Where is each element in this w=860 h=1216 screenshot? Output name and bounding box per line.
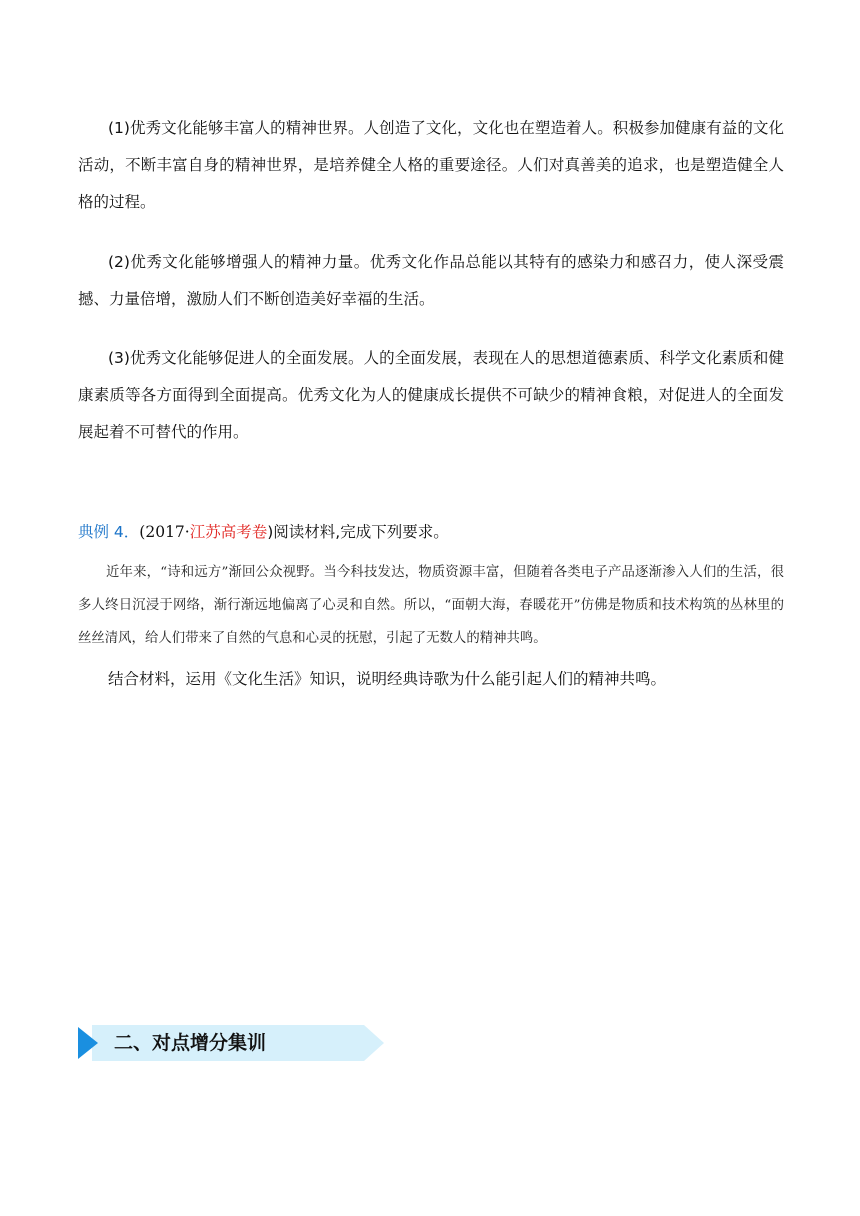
example-source: 江苏高考卷: [189, 523, 268, 541]
example-material: 近年来，“诗和远方”渐回公众视野。当今科技发达，物质资源丰富，但随着各类电子产品逐渐渗入人们的生活，很多人终日沉浸于网络，渐行渐远地偏离了心灵和自然。所以，“面朝大海，春暖花开”仿佛是物质和技术构筑的丛林里的丝丝清风，给人们带来了自然的气息和心灵的抚慰，引起了无数人的精神共鸣。: [78, 565, 784, 646]
chevron-right-icon: [78, 1025, 102, 1061]
section-banner: [78, 1025, 384, 1061]
example-label: 典例 4．: [78, 523, 140, 541]
section-title: 二、对点增分集训: [114, 1032, 267, 1054]
paragraph-3: (3)优秀文化能够促进人的全面发展。人的全面发展，表现在人的思想道德素质、科学文化素质和健康素质等各方面得到全面提高。优秀文化为人的健康成长提供不可缺少的精神食粮，对促进人的全面发展起着不可替代的作用。: [78, 349, 784, 441]
example-instruction: )阅读材料,完成下列要求。: [267, 523, 449, 541]
paragraph-1: (1)优秀文化能够丰富人的精神世界。人创造了文化，文化也在塑造着人。积极参加健康有益的文化活动，不断丰富自身的精神世界，是培养健全人格的重要途径。人们对真善美的追求，也是塑造健全人格的过程。: [78, 119, 784, 211]
paragraph-2: (2)优秀文化能够增强人的精神力量。优秀文化作品总能以其特有的感染力和感召力，使人深受震撼、力量倍增，激励人们不断创造美好幸福的生活。: [78, 253, 784, 308]
example-year: (2017·: [139, 523, 190, 541]
example-heading: [78, 520, 449, 544]
example-question: 结合材料，运用《文化生活》知识，说明经典诗歌为什么能引起人们的精神共鸣。: [108, 670, 667, 688]
